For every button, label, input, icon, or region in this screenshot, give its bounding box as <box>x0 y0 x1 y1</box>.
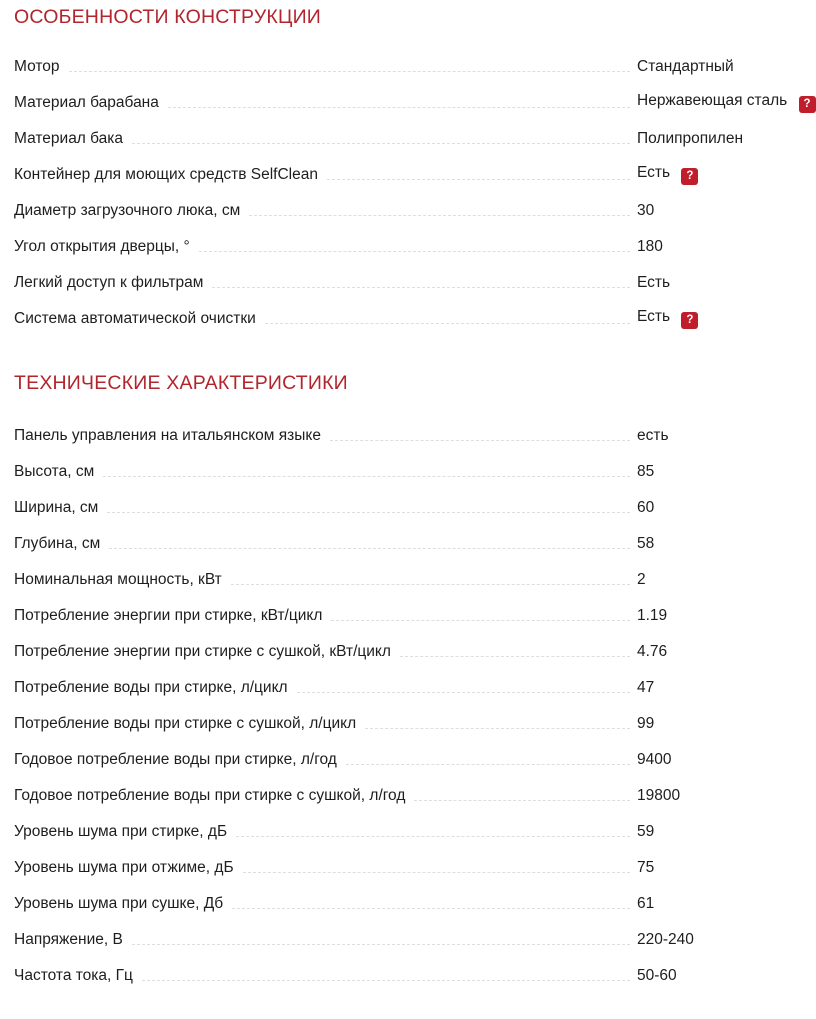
dotted-leader <box>297 692 630 693</box>
spec-value: 75 <box>637 859 655 876</box>
dotted-leader <box>330 440 630 441</box>
spec-row <box>14 149 801 185</box>
spec-value: 60 <box>637 499 655 516</box>
help-icon[interactable]: ? <box>681 312 698 329</box>
section-title: ТЕХНИЧЕСКИЕ ХАРАКТЕРИСТИКИ <box>14 372 348 394</box>
spec-label: Глубина, см <box>14 535 101 552</box>
spec-label: Контейнер для моющих средств SelfClean <box>14 166 318 183</box>
dotted-leader <box>346 764 630 765</box>
spec-row <box>14 806 801 842</box>
dotted-leader <box>232 908 630 909</box>
dotted-leader <box>249 215 630 216</box>
spec-value-cell <box>637 462 801 482</box>
spec-value: Есть <box>637 164 671 181</box>
dotted-leader <box>142 980 630 981</box>
spec-label: Потребление энергии при стирке с сушкой, кВт/цикл <box>14 643 391 660</box>
dotted-leader <box>103 476 630 477</box>
spec-value: Есть <box>637 274 671 291</box>
dotted-leader <box>109 548 630 549</box>
spec-value: есть <box>637 427 669 444</box>
spec-label: Ширина, см <box>14 499 99 516</box>
spec-label: Потребление воды при стирке, л/цикл <box>14 679 288 696</box>
spec-section <box>14 371 801 986</box>
spec-value: Стандартный <box>637 58 734 75</box>
spec-value: 4.76 <box>637 643 668 660</box>
spec-label: Материал барабана <box>14 94 159 111</box>
spec-value-cell <box>637 822 801 842</box>
spec-label: Мотор <box>14 58 60 75</box>
spec-rows <box>14 41 811 329</box>
spec-label: Годовое потребление воды при стирке, л/год <box>14 751 337 768</box>
spec-value: 220-240 <box>637 931 694 948</box>
dotted-leader <box>199 251 630 252</box>
spec-label: Уровень шума при стирке, дБ <box>14 823 228 840</box>
spec-value: 1.19 <box>637 607 668 624</box>
spec-value: Полипропилен <box>637 130 744 147</box>
spec-value: 50-60 <box>637 967 677 984</box>
spec-value-cell <box>637 714 801 734</box>
spec-value-cell <box>637 163 801 185</box>
spec-value: 85 <box>637 463 655 480</box>
spec-row <box>14 221 801 257</box>
dotted-leader <box>400 656 630 657</box>
help-icon[interactable]: ? <box>799 96 816 113</box>
spec-section <box>14 0 811 329</box>
spec-value-cell <box>637 786 801 806</box>
dotted-leader <box>231 584 630 585</box>
section-title: ОСОБЕННОСТИ КОНСТРУКЦИИ <box>14 6 322 28</box>
spec-value: 30 <box>637 202 655 219</box>
spec-row <box>14 113 801 149</box>
spec-row <box>14 482 801 518</box>
spec-value-cell <box>637 642 801 662</box>
spec-value-cell <box>637 606 801 626</box>
spec-value-cell <box>637 930 801 950</box>
spec-value: 9400 <box>637 751 672 768</box>
spec-label: Потребление воды при стирке с сушкой, л/цикл <box>14 715 357 732</box>
dotted-leader <box>243 872 630 873</box>
spec-row <box>14 77 811 113</box>
spec-value-cell <box>637 534 801 554</box>
spec-value-cell <box>637 570 801 590</box>
dotted-leader <box>168 107 630 108</box>
spec-value-cell <box>637 966 801 986</box>
spec-row <box>14 914 801 950</box>
dotted-leader <box>414 800 630 801</box>
spec-row <box>14 410 801 446</box>
spec-row <box>14 446 801 482</box>
dotted-leader <box>236 836 630 837</box>
spec-value: 59 <box>637 823 655 840</box>
spec-row <box>14 662 801 698</box>
spec-label: Частота тока, Гц <box>14 967 133 984</box>
dotted-leader <box>212 287 630 288</box>
spec-row <box>14 842 801 878</box>
spec-row <box>14 698 801 734</box>
spec-value-cell <box>637 57 801 77</box>
spec-value-cell <box>637 858 801 878</box>
dotted-leader <box>327 179 630 180</box>
spec-row <box>14 878 801 914</box>
spec-label: Напряжение, В <box>14 931 123 948</box>
spec-label: Материал бака <box>14 130 124 147</box>
spec-value-cell <box>637 237 801 257</box>
spec-row <box>14 293 801 329</box>
spec-value-cell <box>637 498 801 518</box>
spec-label: Угол открытия дверцы, ° <box>14 238 190 255</box>
spec-row <box>14 518 801 554</box>
spec-value-cell <box>637 129 801 149</box>
help-icon[interactable]: ? <box>681 168 698 185</box>
spec-label: Легкий доступ к фильтрам <box>14 274 204 291</box>
dotted-leader <box>69 71 630 72</box>
dotted-leader <box>132 143 630 144</box>
spec-row <box>14 950 801 986</box>
spec-value: 19800 <box>637 787 681 804</box>
spec-value: 180 <box>637 238 663 255</box>
spec-label: Годовое потребление воды при стирке с сушкой, л/год <box>14 787 406 804</box>
spec-value-cell <box>637 894 801 914</box>
dotted-leader <box>107 512 630 513</box>
spec-value: Есть <box>637 308 671 325</box>
spec-label: Номинальная мощность, кВт <box>14 571 222 588</box>
spec-label: Диаметр загрузочного люка, см <box>14 202 241 219</box>
dotted-leader <box>132 944 630 945</box>
spec-row <box>14 554 801 590</box>
spec-label: Потребление энергии при стирке, кВт/цикл <box>14 607 323 624</box>
spec-row <box>14 185 801 221</box>
spec-label: Система автоматической очистки <box>14 310 256 327</box>
dotted-leader <box>365 728 630 729</box>
spec-row <box>14 734 801 770</box>
spec-value: 99 <box>637 715 655 732</box>
spec-value: Нержавеющая сталь <box>637 92 788 109</box>
spec-row <box>14 257 801 293</box>
spec-rows <box>14 410 801 986</box>
spec-label: Уровень шума при отжиме, дБ <box>14 859 234 876</box>
spec-row <box>14 590 801 626</box>
spec-value: 47 <box>637 679 655 696</box>
spec-value: 61 <box>637 895 655 912</box>
dotted-leader <box>331 620 630 621</box>
spec-value-cell <box>637 426 801 446</box>
spec-value: 58 <box>637 535 655 552</box>
spec-value-cell <box>637 201 801 221</box>
spec-label: Панель управления на итальянском языке <box>14 427 321 444</box>
spec-row <box>14 626 801 662</box>
spec-value-cell <box>637 273 801 293</box>
spec-row <box>14 41 801 77</box>
spec-label: Высота, см <box>14 463 95 480</box>
spec-value-cell <box>637 307 801 329</box>
dotted-leader <box>265 323 630 324</box>
spec-value: 2 <box>637 571 646 588</box>
spec-value-cell <box>637 678 801 698</box>
spec-row <box>14 770 801 806</box>
spec-value-cell <box>637 750 801 770</box>
spec-value-cell <box>637 91 811 113</box>
spec-label: Уровень шума при сушке, Дб <box>14 895 224 912</box>
